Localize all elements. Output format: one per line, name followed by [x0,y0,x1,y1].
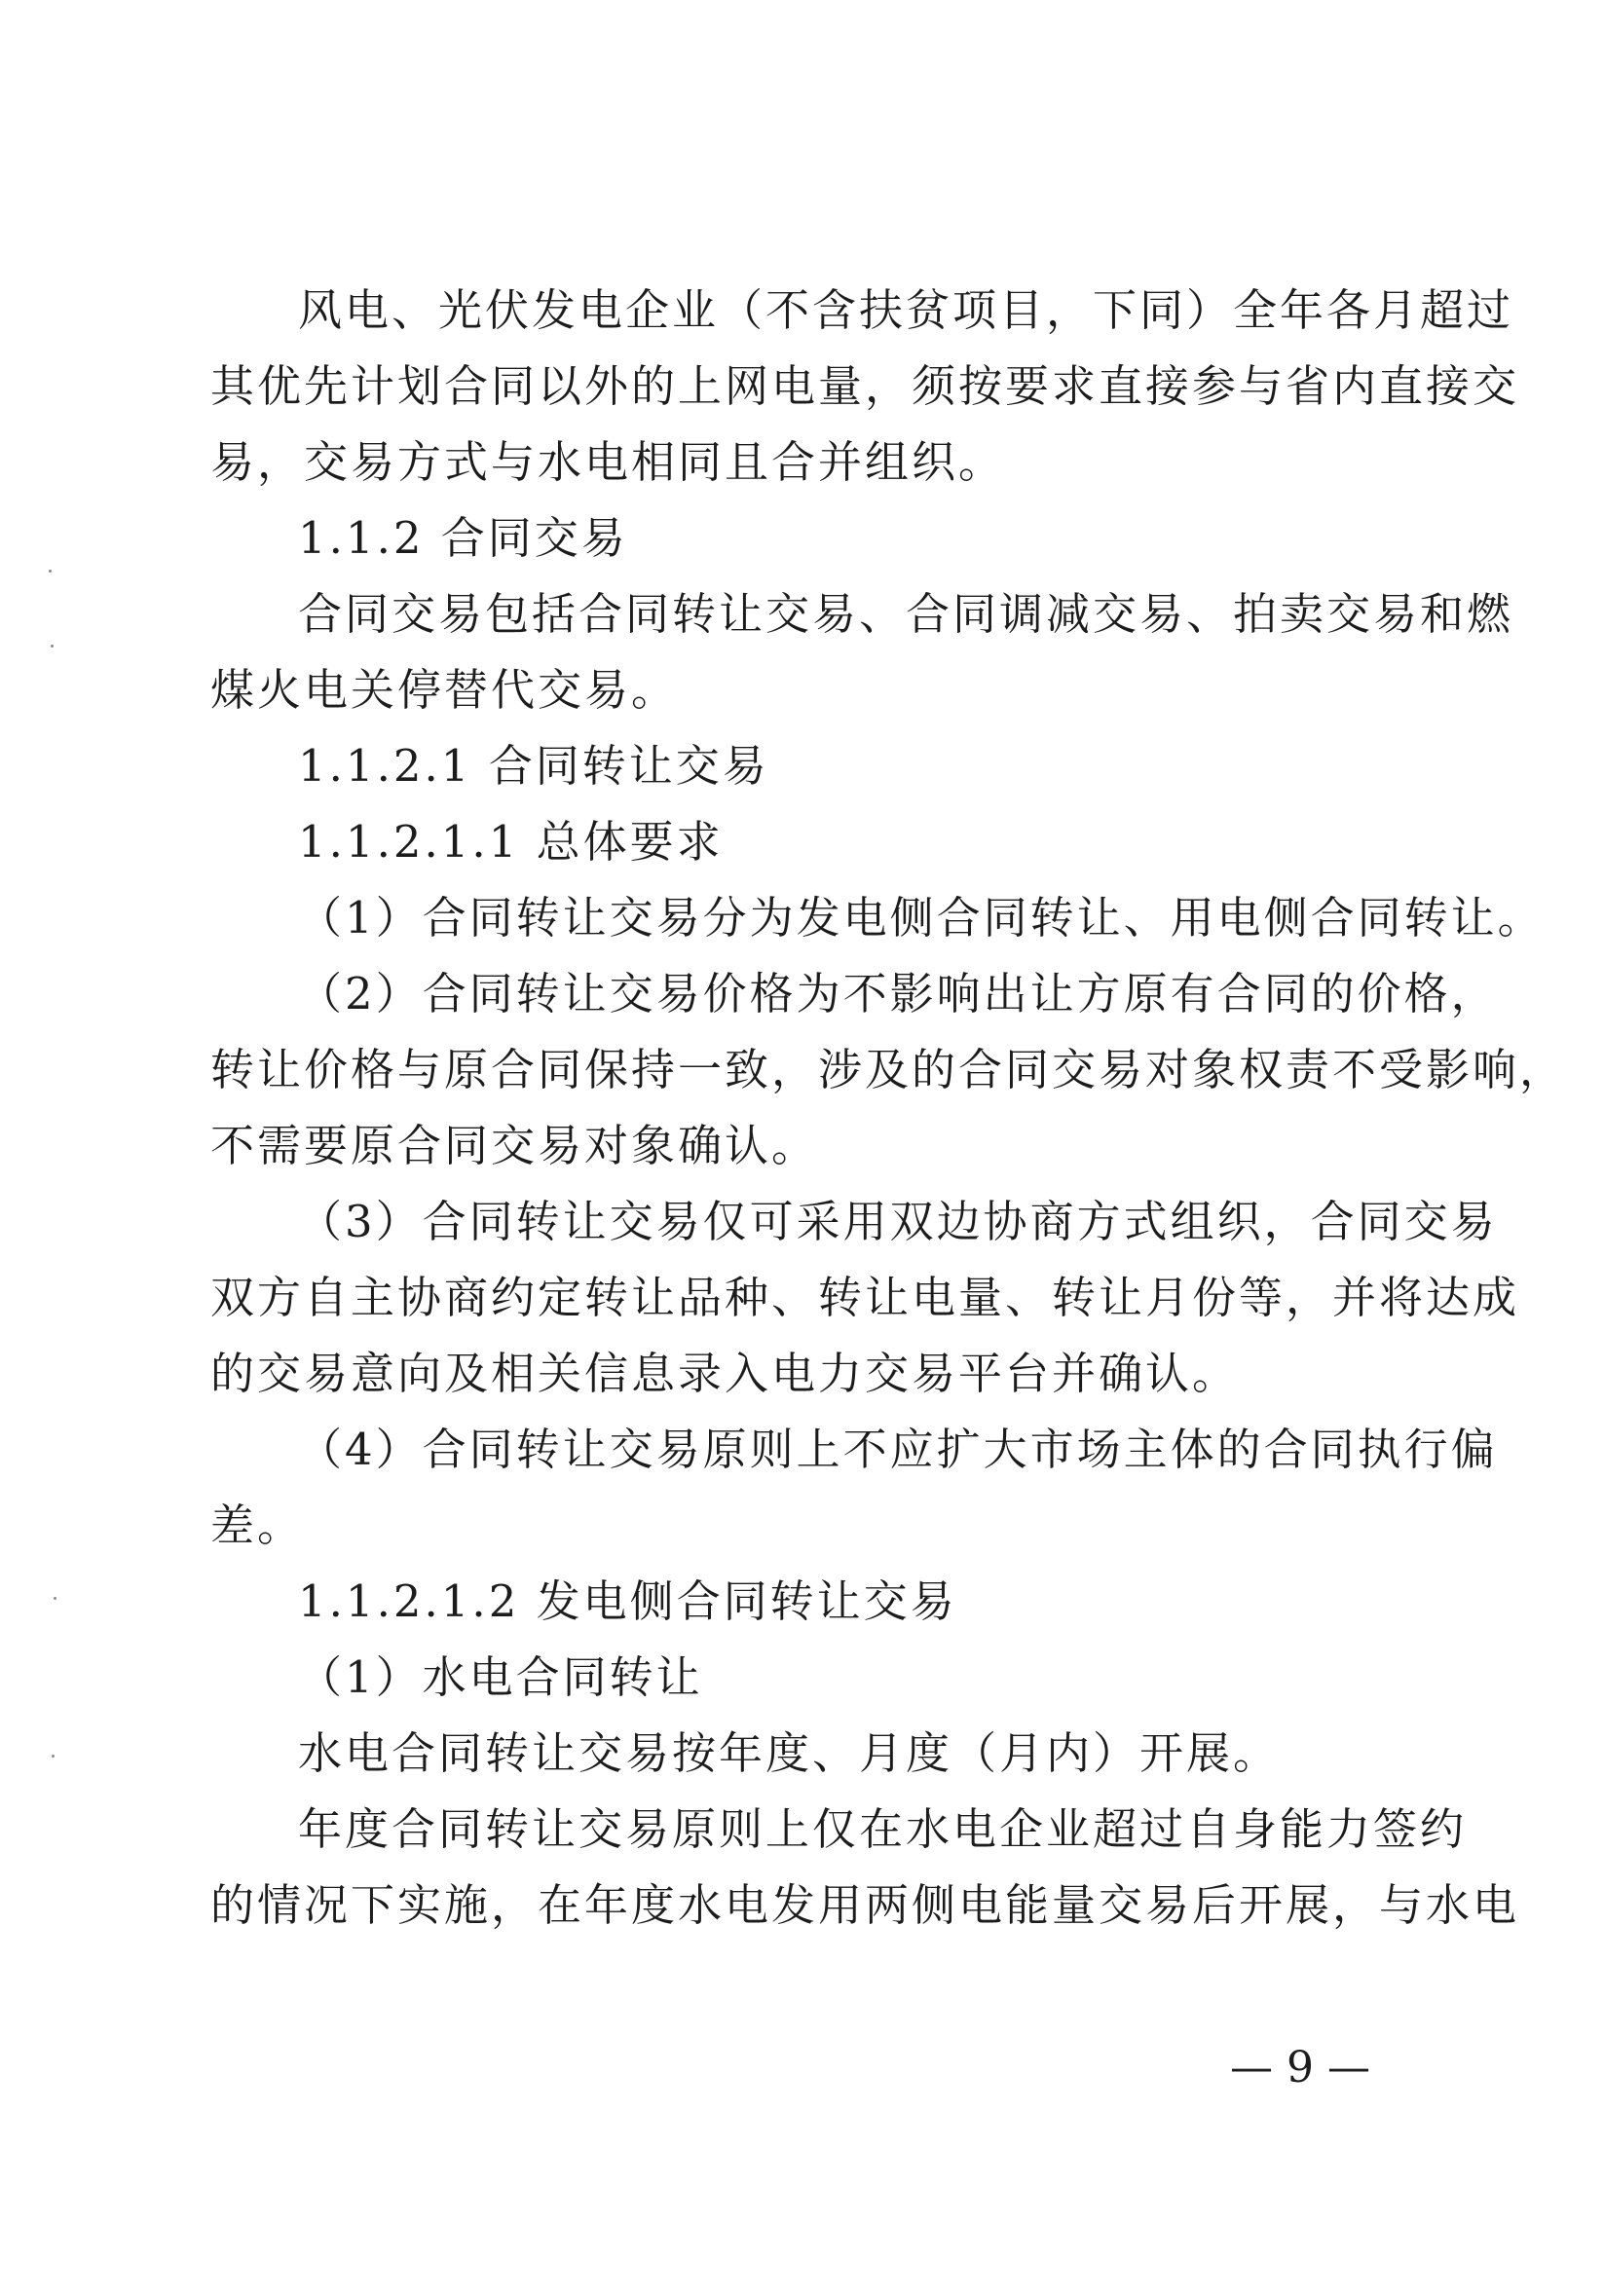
scan-speck [49,570,52,573]
paragraph [210,576,1514,728]
scan-speck [52,1755,55,1758]
text-line: 年度合同转让交易原则上仅在水电企业超过自身能力签约 [298,1803,1468,1855]
paragraph [210,728,1399,804]
document-body [210,273,1567,1944]
text-line: 的交易意向及相关信息录入电力交易平台并确认。 [210,1348,1240,1399]
text-line: 的情况下实施，在年度水电发用两侧电能量交易后开展，与水电 [210,1879,1520,1931]
text-line: （1）水电合同转让 [298,1651,703,1703]
text-line: 其优先计划合同以外的上网电量，须按要求直接参与省内直接交 [210,360,1520,412]
text-line: 易，交易方式与水电相同且合并组织。 [210,436,1006,488]
paragraph [210,1640,1399,1716]
text-line: 1.1.2 合同交易 [298,512,628,564]
paragraph [210,1792,1520,1944]
paragraph [210,1184,1520,1412]
paragraph [210,1412,1498,1564]
text-line: 煤火电关停替代交易。 [210,664,679,716]
page-number: — 9 — [1230,2043,1370,2092]
text-line: 1.1.2.1.1 总体要求 [298,816,724,868]
text-line: （4）合同转让交易原则上不应扩大市场主体的合同执行偏 [298,1424,1498,1475]
text-line: 水电合同转让交易按年度、月度（月内）开展。 [298,1727,1281,1779]
text-line: 1.1.2.1 合同转让交易 [298,740,769,792]
paragraph [210,956,1567,1184]
paragraph [210,500,1399,576]
scan-speck [51,645,54,648]
text-line: 双方自主协商约定转让品种、转让电量、转让月份等，并将达成 [210,1272,1520,1323]
paragraph [210,273,1520,500]
text-line: 差。 [210,1500,305,1551]
scan-speck [54,1597,56,1600]
paragraph [210,1716,1399,1792]
paragraph [210,804,1399,880]
text-line: （3）合同转让交易仅可采用双边协商方式组织，合同交易 [298,1196,1498,1247]
paragraph [210,880,1545,956]
paragraph [210,1564,1399,1640]
text-line: 风电、光伏发电企业（不含扶贫项目，下同）全年各月超过 [298,284,1514,336]
text-line: 合同交易包括合同转让交易、合同调减交易、拍卖交易和燃 [298,588,1514,640]
text-line: 不需要原合同交易对象确认。 [210,1120,819,1171]
text-line: 转让价格与原合同保持一致，涉及的合同交易对象权责不受影响， [210,1044,1567,1095]
text-line: （2）合同转让交易价格为不影响出让方原有合同的价格， [298,968,1498,1019]
text-line: 1.1.2.1.2 发电侧合同转让交易 [298,1575,957,1627]
text-line: （1）合同转让交易分为发电侧合同转让、用电侧合同转让。 [298,892,1545,944]
